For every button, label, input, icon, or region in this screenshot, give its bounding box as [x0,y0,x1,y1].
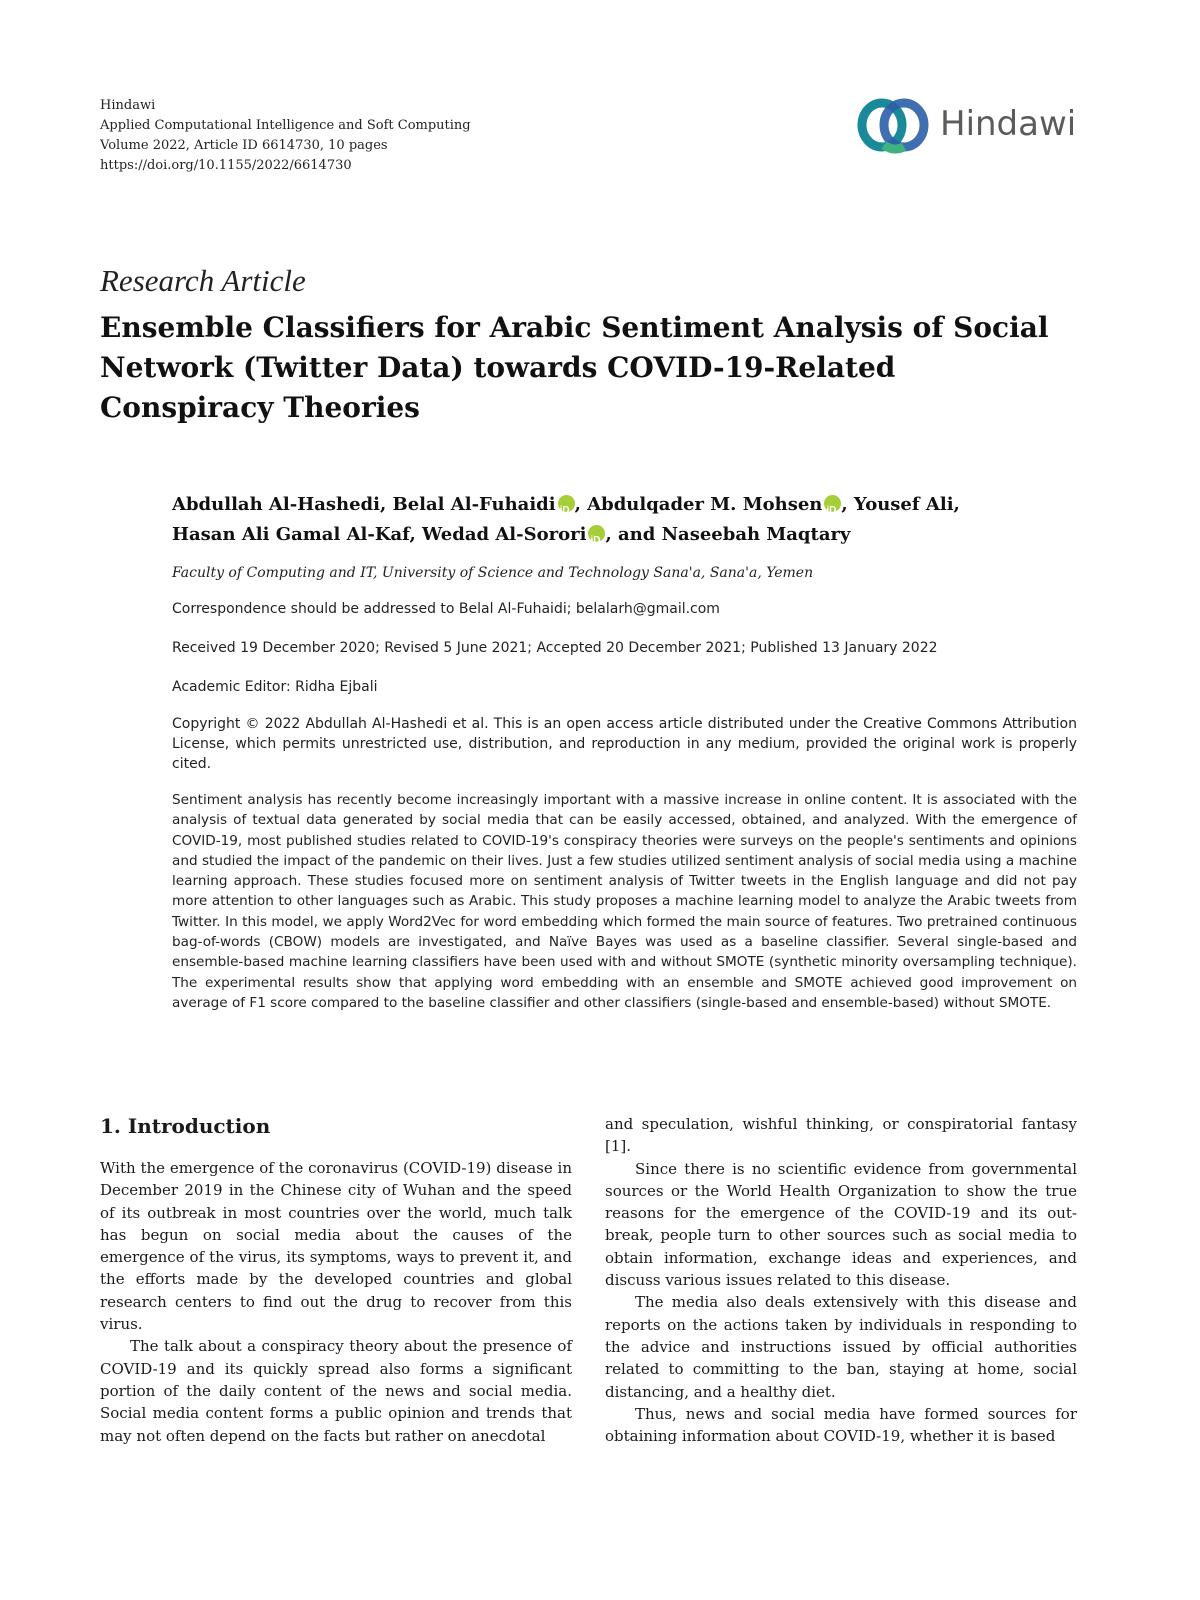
publication-dates: Received 19 December 2020; Revised 5 June 2021; Accepted 20 December 2021; Published 13 January 2022 [172,640,938,656]
hindawi-logo [854,98,1084,160]
paragraph: With the emergence of the coronavirus (COVID-19) disease in December 2019 in the Chinese city of Wuhan and the speed of its outbreak in most countries over the world, much talk has begun on social media about the causes of the emergence of the virus, its symptoms, ways to prevent it, and the efforts made by the developed countries and global research centers to find out the drug to recover from this virus. [100,1159,572,1334]
affiliation: Faculty of Computing and IT, University of Science and Technology Sana'a, Sana'a, Yemen [172,565,814,581]
logo-wordmark: Hindawi [940,104,1077,144]
journal-header [100,96,620,176]
copyright-notice: Copyright © 2022 Abdullah Al-Hashedi et al. This is an open access article distributed under the Creative Commons Attribution License, which permits unrestricted use, distribution, and reproduction in any medium, provided the original work is properly cited. [172,716,1077,772]
article-type: Research Article [100,263,306,298]
abstract: Sentiment analysis has recently become increasingly important with a massive increase in online content. It is associated with the analysis of textual data generated by social media that can be easily accessed, obtained, and analyzed. With the emergence of COVID-19, most published studies related to COVID-19's conspiracy theories were surveys on the people's sentiments and opinions and studied the impact of the pandemic on their lives. Just a few studies utilized sentiment analysis of social media using a machine learning approach. These studies focused more on sentiment analysis of Twitter tweets in the English language and did not pay more attention to other languages such as Arabic. This study proposes a machine learning model to analyze the Arabic tweets from Twitter. In this model, we apply Word2Vec for word embedding which formed the main source of features. Two pretrained continuous bag-of-words (CBOW) models are investigated, and Naïve Bayes was used as a baseline classifier. Several single-based and ensemble-based machine learning classifiers have been used with and without SMOTE (synthetic minority oversampling technique). The experimental results show that applying word embedding with an ensemble and SMOTE achieved good improvement on average of F1 score compared to the baseline classifier and other classifiers (single-based and ensemble-based) without SMOTE. [172,792,1077,1011]
section-heading: 1. Introduction [100,1114,271,1138]
journal-name: Applied Computational Intelligence and Soft Computing [100,118,471,133]
author-text: Abdullah Al-Hashedi, Belal Al-Fuhaidi [172,494,556,515]
author-list [172,490,1072,550]
paper-title: Ensemble Classifiers for Arabic Sentiment Analysis of Social Network (Twitter Data) towards COVID-19-Related Conspiracy Theories [100,311,1049,424]
orcid-icon[interactable] [558,495,575,512]
orcid-icon[interactable] [824,495,841,512]
paragraph: and speculation, wishful thinking, or conspiratorial fantasy [1]. [605,1115,1077,1156]
paragraph: The talk about a conspiracy theory about the presence of COVID-19 and its quickly spread also forms a significant portion of the daily content of the news and social media. Social media content forms a public opinion and trends that may not often depend on the facts but rather on anecdotal [100,1337,572,1445]
right-column [605,1113,1077,1447]
doi-link[interactable]: https://doi.org/10.1155/2022/6614730 [100,158,352,173]
author-text: Hasan Ali Gamal Al-Kaf, Wedad Al-Sorori [172,524,587,545]
publisher-name: Hindawi [100,98,156,113]
author-text: , Abdulqader M. Mohsen [574,494,823,515]
left-column [100,1113,572,1447]
academic-editor: Academic Editor: Ridha Ejbali [172,679,378,695]
correspondence: Correspondence should be addressed to Belal Al-Fuhaidi; belalarh@gmail.com [172,601,720,617]
paragraph: Since there is no scientific evidence from governmental sources or the World Health Organization to show the true reasons for the emergence of the COVID-19 and its out-break, people turn to other sources such as social media to obtain information, exchange ideas and experiences, and discuss various issues related to this disease. [605,1159,1077,1290]
paragraph: The media also deals extensively with this disease and reports on the actions taken by individuals in responding to the advice and instructions issued by official authorities related to committing to the ban, staying at home, social distancing, and a healthy diet. [605,1293,1077,1401]
orcid-icon[interactable] [588,525,605,542]
author-text: , Yousef Ali, [841,494,960,515]
hindawi-rings-logo-icon [854,98,944,160]
author-text: , and Naseebah Maqtary [605,524,851,545]
paragraph: Thus, news and social media have formed sources for obtaining information about COVID-19, whether it is based [605,1404,1077,1446]
volume-info: Volume 2022, Article ID 6614730, 10 pages [100,138,388,153]
